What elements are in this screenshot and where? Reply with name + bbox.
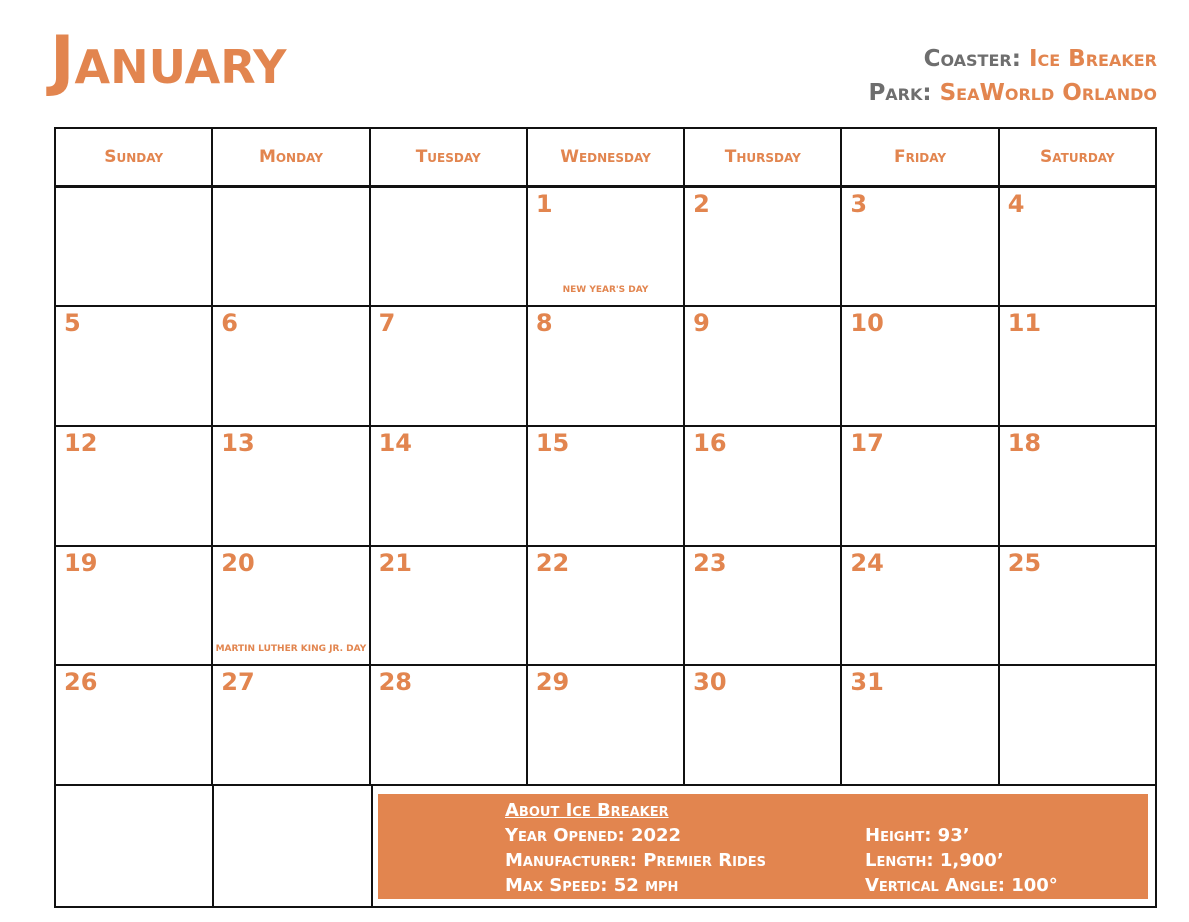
coaster-info-box	[378, 794, 1148, 899]
info-title: About Ice Breaker	[505, 800, 669, 821]
coaster-line	[924, 48, 1157, 71]
day-number: 21	[378, 549, 412, 577]
day-cell-6	[213, 307, 370, 425]
day-number: 6	[221, 309, 238, 337]
day-cell-23	[685, 547, 842, 664]
day-number: 23	[693, 549, 727, 577]
day-cell-27	[213, 666, 370, 784]
day-number: 18	[1007, 429, 1042, 457]
day-number: 4	[1007, 190, 1025, 218]
info-left-column	[505, 798, 766, 898]
day-cell-7	[371, 307, 528, 425]
day-cell-15	[528, 427, 685, 545]
day-cell-9	[685, 307, 842, 425]
day-cell-1	[528, 188, 685, 305]
day-cell-26	[56, 666, 213, 784]
day-cell-17	[842, 427, 999, 545]
weekday-header-thursday: Thursday	[685, 129, 842, 185]
day-number: 10	[850, 309, 884, 337]
day-cell-20	[213, 547, 370, 664]
day-cell-25	[1000, 547, 1155, 664]
park-name: SeaWorld Orlando	[939, 80, 1157, 106]
day-number: 8	[535, 309, 553, 337]
day-number: 1	[535, 190, 553, 218]
day-cell-14	[371, 427, 528, 545]
day-cell-5	[56, 307, 213, 425]
weekday-header-saturday: Saturday	[1040, 147, 1115, 167]
week-row	[56, 547, 1155, 666]
length: Length: 1,900’	[865, 850, 1004, 871]
empty-day-cell	[1000, 666, 1155, 784]
empty-day-cell	[214, 786, 372, 906]
day-number: 11	[1007, 309, 1042, 337]
day-number: 5	[64, 309, 81, 337]
day-cell-18	[1000, 427, 1155, 545]
year-opened: Year Opened: 2022	[505, 825, 682, 846]
max-speed: Max Speed: 52 mph	[505, 875, 679, 896]
week-row	[56, 427, 1155, 547]
day-cell-29	[528, 666, 685, 784]
day-cell-16	[685, 427, 842, 545]
park-line	[868, 82, 1157, 105]
day-number: 2	[693, 190, 710, 218]
day-number: 3	[850, 190, 868, 218]
day-number: 13	[221, 429, 255, 457]
day-number: 7	[378, 309, 396, 337]
day-cell-2	[685, 188, 842, 305]
day-cell-12	[56, 427, 213, 545]
height: Height: 93’	[865, 825, 970, 846]
day-cell-31	[842, 666, 999, 784]
day-cell-4	[1000, 188, 1155, 305]
day-number: 29	[535, 668, 570, 696]
day-cell-8	[528, 307, 685, 425]
empty-day-cell	[213, 188, 370, 305]
day-number: 16	[693, 429, 727, 457]
day-number: 26	[64, 668, 98, 696]
park-label: Park:	[868, 80, 932, 106]
week-row	[56, 786, 1155, 906]
day-cell-19	[56, 547, 213, 664]
calendar-grid	[54, 127, 1157, 908]
day-number: 22	[535, 549, 570, 577]
empty-day-cell	[371, 188, 528, 305]
day-number: 31	[850, 668, 884, 696]
info-right-column	[865, 823, 1058, 898]
weekday-header-wednesday: Wednesday	[528, 129, 685, 185]
day-cell-13	[213, 427, 370, 545]
day-number: 25	[1007, 549, 1042, 577]
empty-day-cell	[56, 188, 213, 305]
coaster-name: Ice Breaker	[1028, 46, 1157, 72]
vertical-angle: Vertical Angle: 100°	[865, 875, 1058, 896]
day-number: 15	[535, 429, 570, 457]
day-number: 28	[378, 668, 412, 696]
day-number: 17	[850, 429, 884, 457]
day-cell-28	[371, 666, 528, 784]
weekday-header-row	[56, 129, 1155, 188]
day-number: 12	[64, 429, 98, 457]
holiday-label: MARTIN LUTHER KING JR. DAY	[215, 644, 367, 654]
day-cell-24	[842, 547, 999, 664]
day-cell-11	[1000, 307, 1155, 425]
day-number: 19	[64, 549, 98, 577]
holiday-label: NEW YEAR'S DAY	[562, 285, 649, 295]
empty-day-cell	[56, 786, 214, 906]
day-number: 14	[378, 429, 412, 457]
day-cell-10	[842, 307, 999, 425]
day-cell-21	[371, 547, 528, 664]
day-number: 20	[221, 549, 255, 577]
week-row	[56, 666, 1155, 786]
weekday-header-friday: Friday	[842, 129, 999, 185]
week-row	[56, 307, 1155, 427]
weekday-header-monday: Monday	[213, 129, 370, 185]
day-number: 27	[221, 668, 255, 696]
day-number: 24	[850, 549, 884, 577]
coaster-label: Coaster:	[923, 46, 1021, 72]
day-number: 30	[693, 668, 727, 696]
manufacturer: Manufacturer: Premier Rides	[505, 850, 766, 871]
day-number: 9	[693, 309, 710, 337]
day-cell-22	[528, 547, 685, 664]
day-cell-3	[842, 188, 999, 305]
month-title: January	[50, 22, 287, 99]
day-cell-30	[685, 666, 842, 784]
weekday-header-tuesday: Tuesday	[371, 129, 528, 185]
weekday-header-sunday: Sunday	[56, 129, 213, 185]
week-row	[56, 188, 1155, 307]
